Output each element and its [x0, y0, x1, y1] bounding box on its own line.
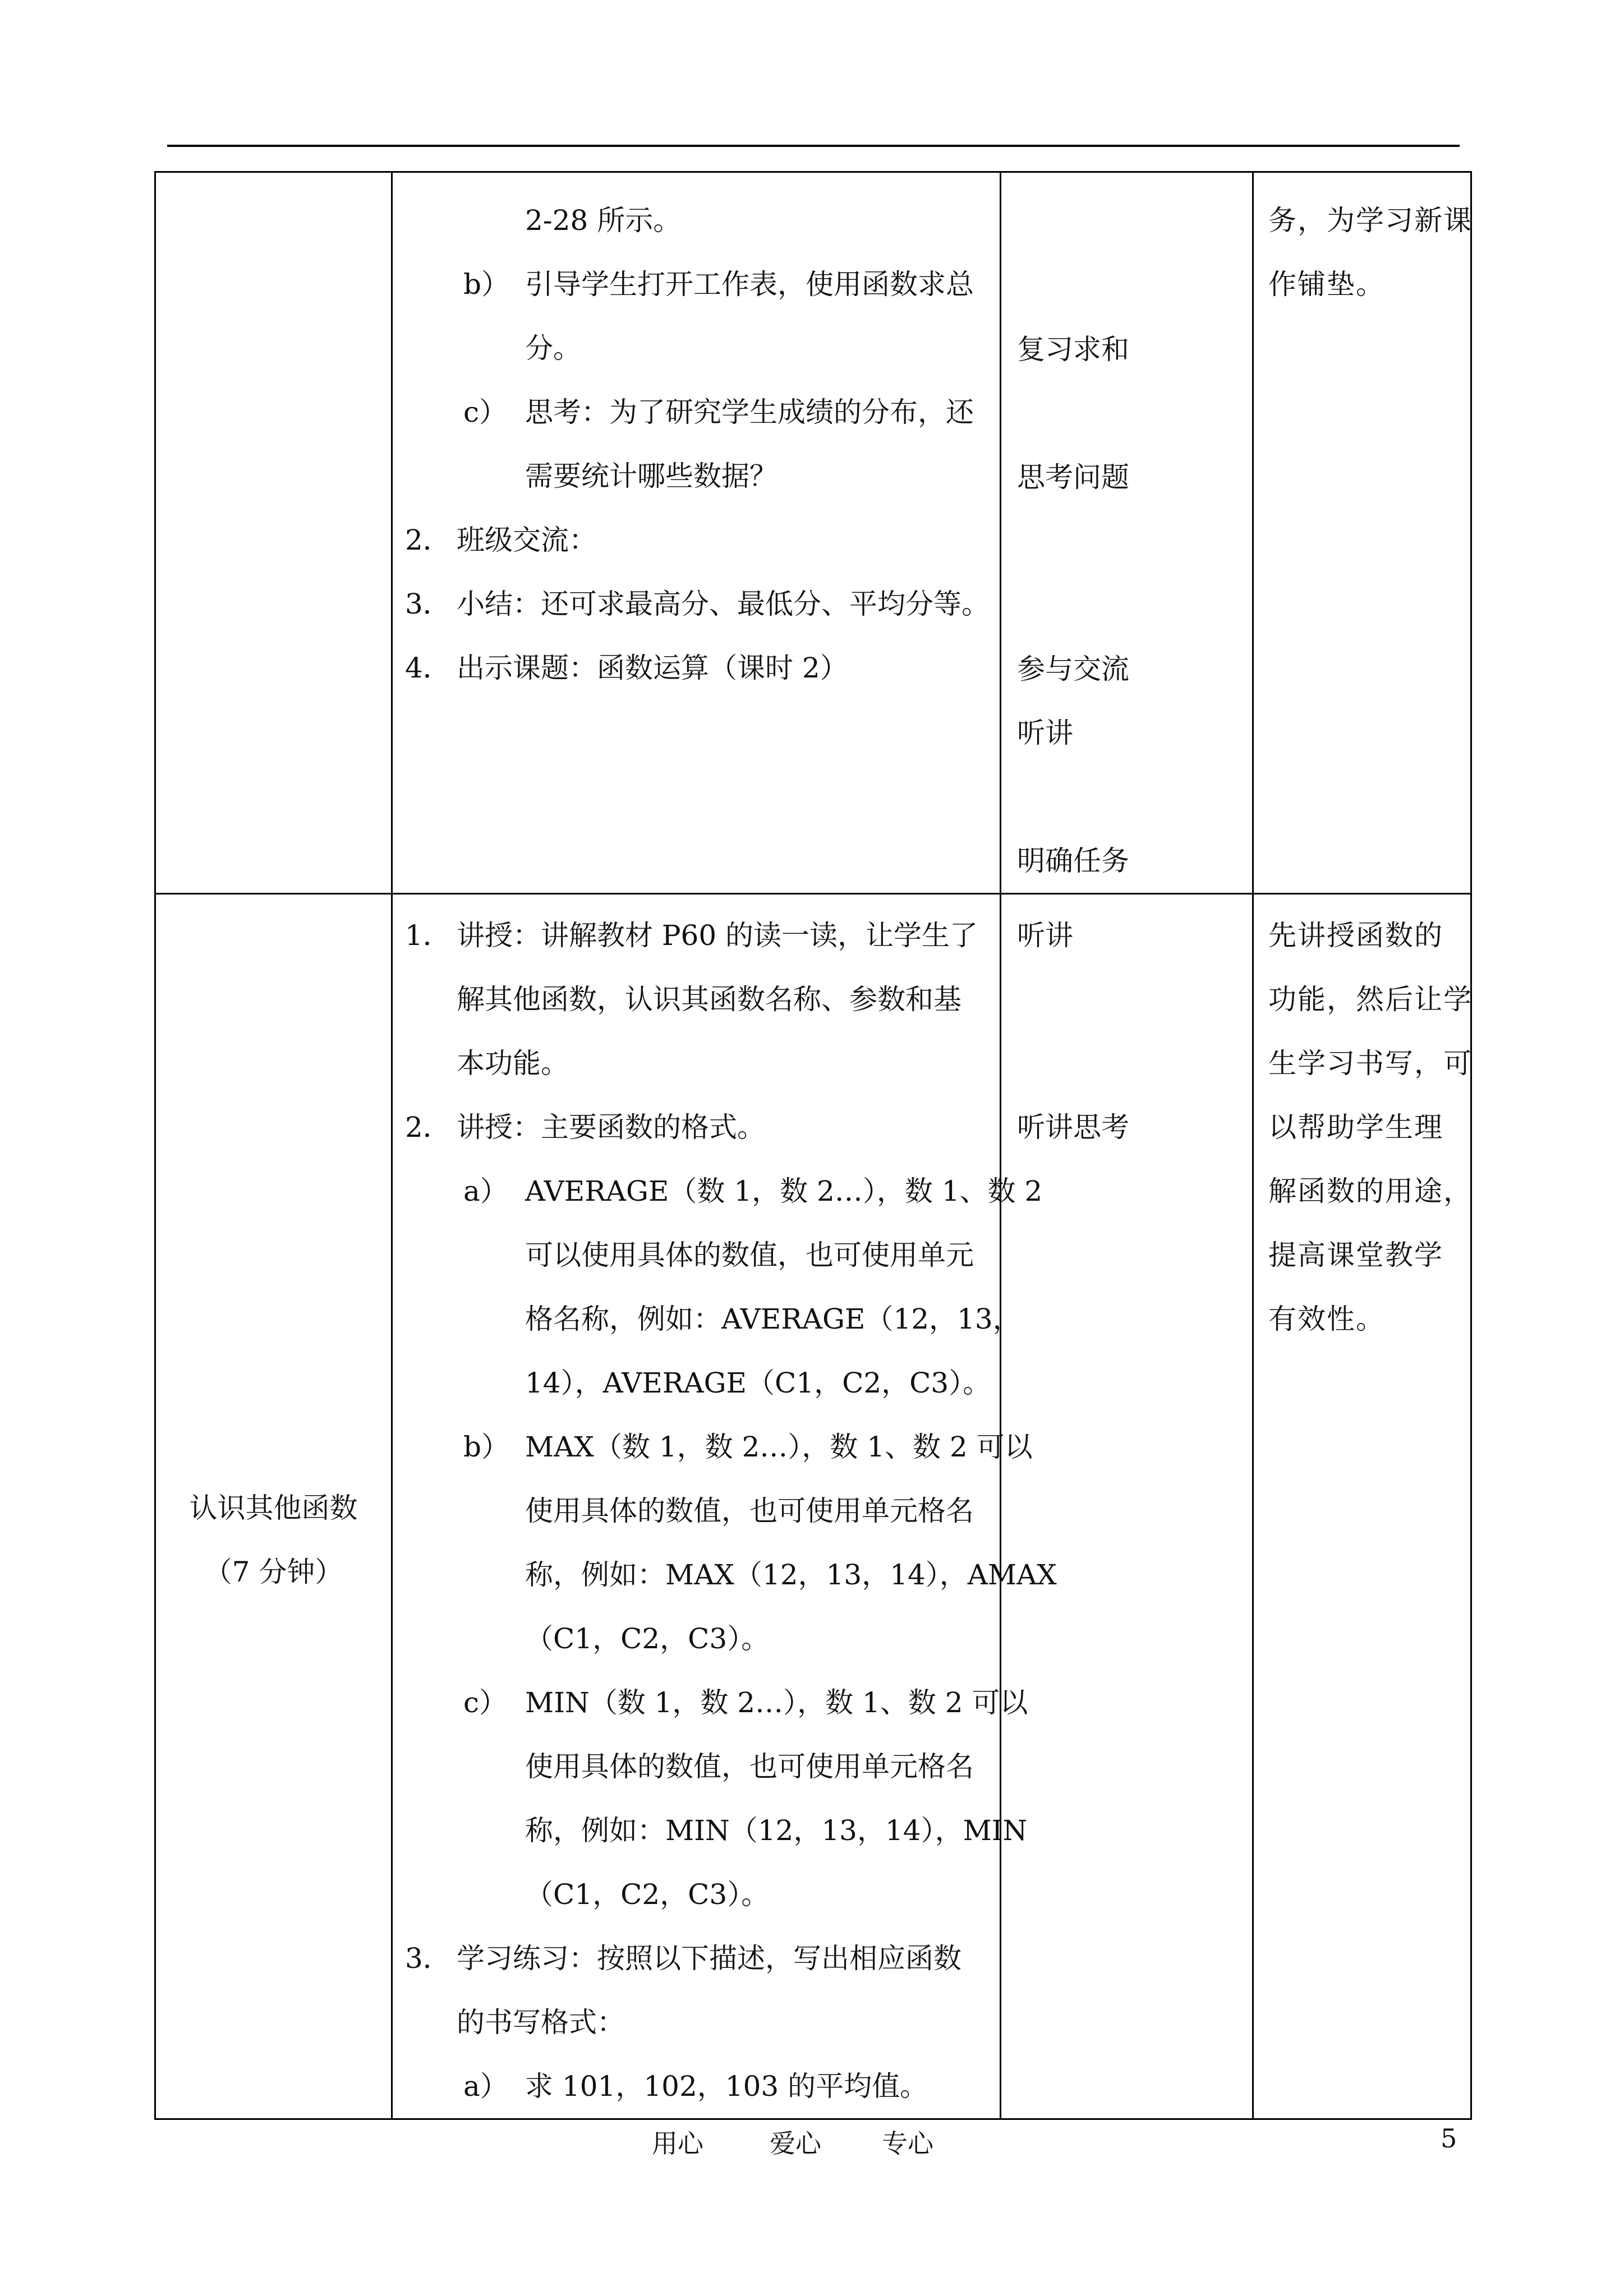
list-item-text: 讲授：主要函数的格式。 — [457, 1111, 765, 1144]
table-row — [155, 172, 1471, 894]
list-item-continuation: 分。 — [525, 332, 581, 365]
design-note-line: 生学习书写，可 — [1268, 1047, 1473, 1080]
list-item-continuation: 的书写格式： — [457, 2006, 625, 2039]
design-note-line: 有效性。 — [1268, 1303, 1385, 1335]
list-item-continuation: 需要统计哪些数据？ — [525, 460, 778, 492]
list-item-2 — [405, 1095, 988, 1159]
design-note-line: 功能，然后让学 — [1268, 983, 1473, 1016]
student-activity: 听讲 — [1017, 717, 1073, 749]
student-activity-cell — [1001, 894, 1253, 2119]
list-item-continuation: 使用具体的数值，也可使用单元格名 — [525, 1750, 974, 1783]
stage-time: （7 分钟） — [204, 1556, 343, 1588]
list-item-a — [405, 1159, 1043, 1223]
footer-word: 爱心 — [770, 2128, 821, 2159]
list-item-text: 讲授：讲解教材 P60 的读一读，让学生了 — [457, 919, 978, 952]
student-activity: 听讲思考 — [1017, 1111, 1129, 1144]
list-marker: 3． — [405, 588, 451, 620]
stage-cell — [155, 894, 392, 2119]
table-row — [155, 894, 1471, 2119]
design-note-line: 解函数的用途， — [1268, 1175, 1473, 1207]
list-item-c — [405, 380, 988, 444]
footer-word: 用心 — [652, 2128, 703, 2159]
list-item-4 — [405, 636, 988, 700]
figure-ref-line: 2-28 所示。 — [525, 204, 682, 237]
list-marker: b） — [463, 268, 510, 301]
list-item-continuation: 解其他函数，认识其函数名称、参数和基 — [457, 983, 961, 1016]
list-item-2 — [405, 508, 988, 572]
list-item-continuation: （C1，C2，C3）。 — [525, 1878, 770, 1911]
student-activity: 思考问题 — [1017, 461, 1129, 494]
footer-word: 专心 — [882, 2128, 933, 2159]
design-note-line: 务，为学习新课 — [1268, 204, 1473, 237]
list-item-text: 思考：为了研究学生成绩的分布，还 — [525, 396, 974, 428]
page-number: 5 — [1441, 2123, 1457, 2154]
list-item-b — [405, 1415, 1033, 1479]
list-item-text: 小结：还可求最高分、最低分、平均分等。 — [457, 588, 990, 620]
list-item-3 — [405, 572, 988, 636]
header-rule — [167, 145, 1460, 147]
teaching-content-cell — [392, 172, 1001, 894]
student-activity: 听讲 — [1017, 919, 1073, 952]
list-item-text: 出示课题：函数运算（课时 2） — [457, 652, 848, 684]
list-item-text: 学习练习：按照以下描述，写出相应函数 — [457, 1942, 961, 1975]
student-activity: 参与交流 — [1017, 653, 1129, 685]
design-note-line: 先讲授函数的 — [1268, 919, 1443, 952]
student-activity: 复习求和 — [1017, 333, 1129, 366]
list-item-continuation: 使用具体的数值，也可使用单元格名 — [525, 1495, 974, 1527]
list-item-continuation: 称，例如：MIN（12，13，14），MIN — [525, 1814, 1028, 1847]
stage-cell-empty — [155, 172, 392, 894]
list-item-continuation: 格名称，例如：AVERAGE（12，13， — [525, 1303, 1021, 1335]
page-footer — [0, 2123, 1624, 2163]
design-intent-cell — [1253, 894, 1471, 2119]
list-item-text: AVERAGE（数 1，数 2…），数 1、数 2 — [525, 1175, 1043, 1207]
list-item-a — [405, 2054, 988, 2118]
list-item-continuation: 14），AVERAGE（C1，C2，C3）。 — [525, 1367, 991, 1399]
list-marker: a） — [463, 1175, 508, 1207]
list-item-continuation: 称，例如：MAX（12，13，14），AMAX — [525, 1559, 1057, 1591]
list-item-text: 引导学生打开工作表，使用函数求总 — [525, 268, 974, 301]
design-intent-cell — [1253, 172, 1471, 894]
student-activity: 明确任务 — [1017, 845, 1129, 877]
list-marker: 2． — [405, 1111, 451, 1144]
list-item-text: 班级交流： — [457, 524, 597, 556]
list-item-continuation: （C1，C2，C3）。 — [525, 1622, 770, 1655]
list-item-3 — [405, 1926, 988, 1990]
stage-title: 认识其他函数 — [189, 1492, 358, 1524]
list-item-continuation: 本功能。 — [457, 1047, 569, 1080]
list-item-continuation: 可以使用具体的数值，也可使用单元 — [525, 1239, 974, 1271]
student-activity-cell — [1001, 172, 1253, 894]
list-marker: b） — [463, 1431, 510, 1463]
design-note-line: 作铺垫。 — [1268, 268, 1385, 301]
list-item-b — [405, 252, 988, 316]
list-item-1 — [405, 903, 988, 967]
list-item-text: MAX（数 1，数 2…），数 1、数 2 可以 — [525, 1431, 1033, 1463]
list-item-text: 求 101，102，103 的平均值。 — [525, 2070, 928, 2103]
list-marker: c） — [463, 396, 508, 428]
design-note-line: 提高课堂教学 — [1268, 1239, 1443, 1271]
list-item-c — [405, 1671, 1028, 1735]
list-marker: 3． — [405, 1942, 451, 1975]
design-note-line: 以帮助学生理 — [1268, 1111, 1443, 1144]
lesson-plan-table — [154, 171, 1472, 2120]
list-marker: 1． — [405, 919, 451, 952]
list-marker: c） — [463, 1686, 508, 1719]
list-marker: a） — [463, 2070, 508, 2103]
list-item-text: MIN（数 1，数 2…），数 1、数 2 可以 — [525, 1686, 1028, 1719]
list-marker: 4． — [405, 652, 451, 684]
list-marker: 2． — [405, 524, 451, 556]
